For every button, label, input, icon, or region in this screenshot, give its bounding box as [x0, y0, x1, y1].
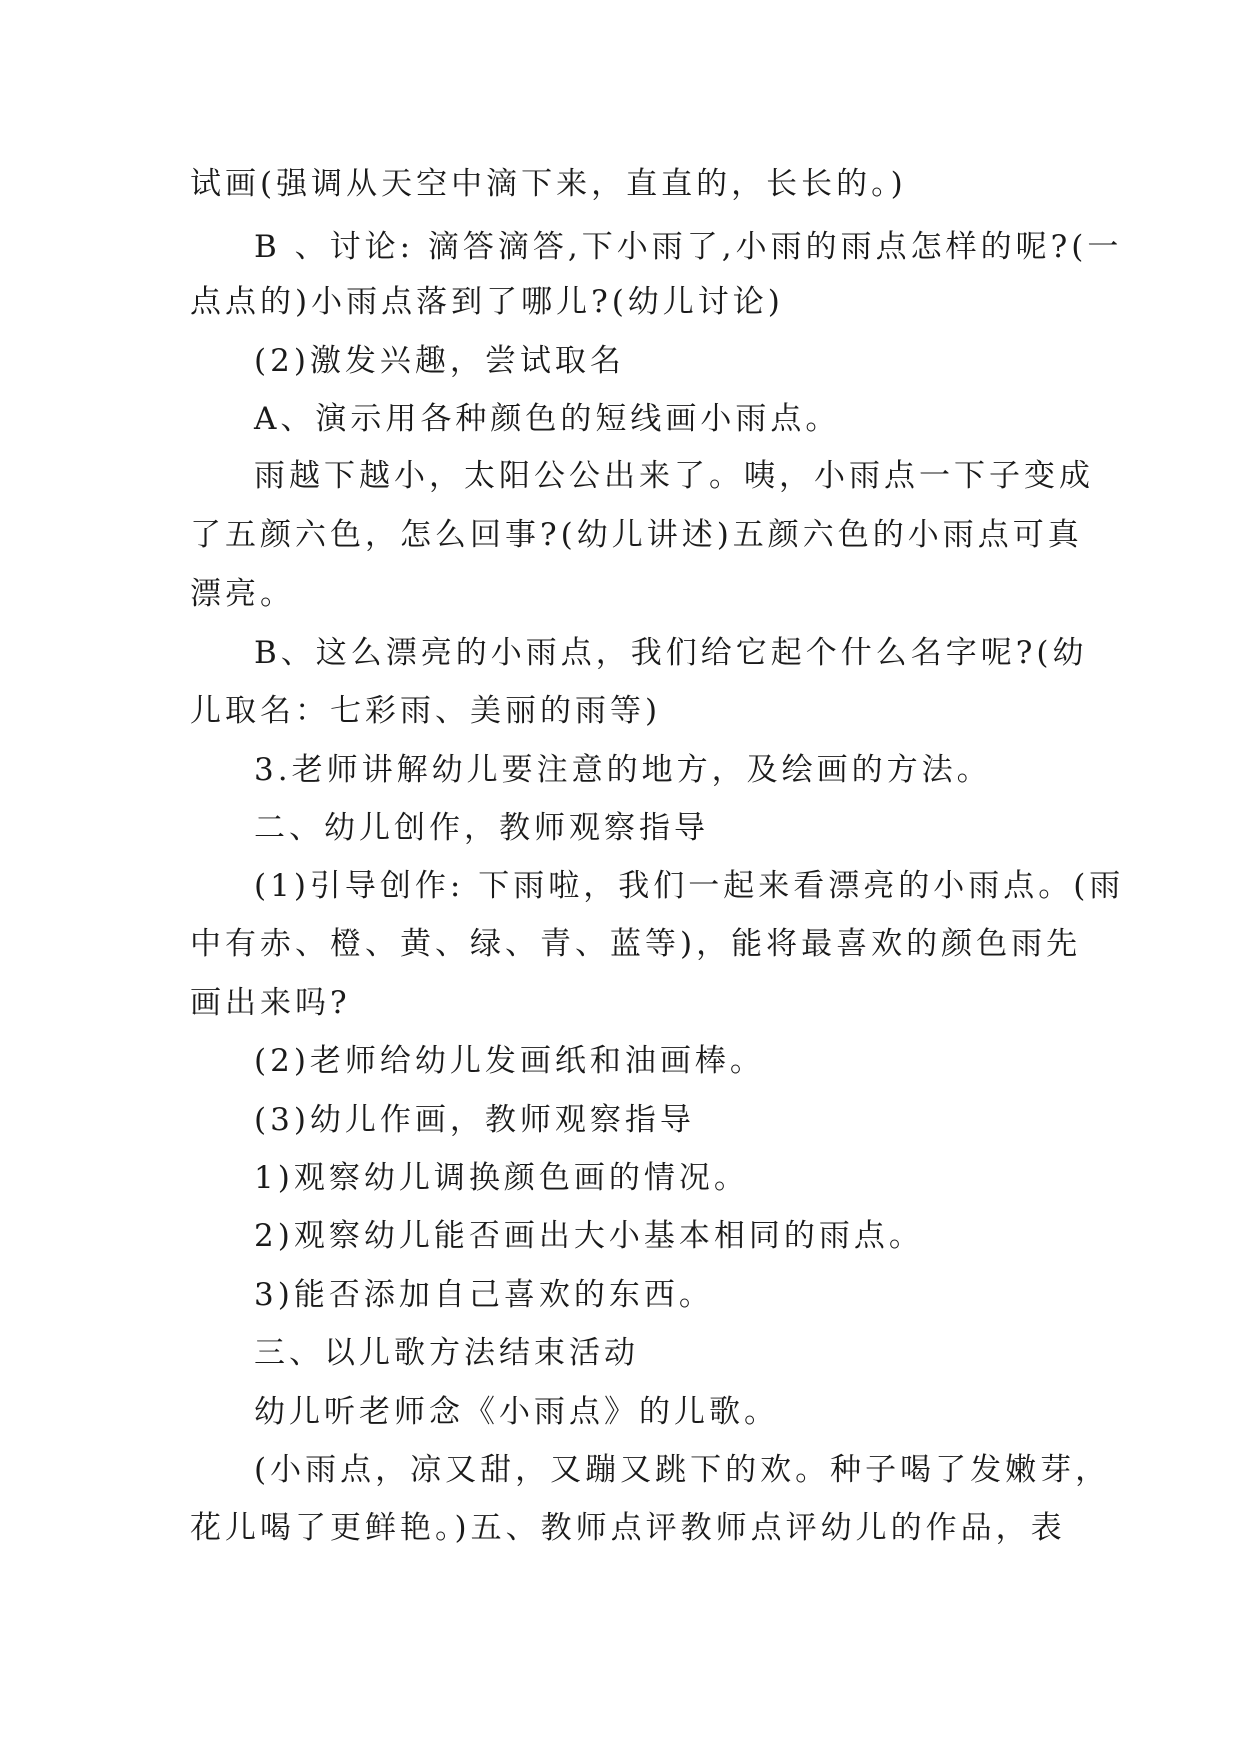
- text-line-9: B、这么漂亮的小雨点，我们给它起个什么名字呢?(幼: [254, 635, 1088, 671]
- text-line-2: B 、讨论: 滴答滴答,下小雨了,小雨的雨点怎样的呢?(一: [254, 229, 1123, 265]
- text-line-22: 幼儿听老师念《小雨点》的儿歌。: [254, 1394, 779, 1430]
- text-line-20: 3)能否添加自己喜欢的东西。: [254, 1277, 714, 1313]
- text-line-19: 2)观察幼儿能否画出大小基本相同的雨点。: [254, 1218, 924, 1254]
- text-line-1: 试画(强调从天空中滴下来，直直的，长长的。): [190, 166, 907, 202]
- text-line-13: (1)引导创作: 下雨啦，我们一起来看漂亮的小雨点。(雨: [254, 868, 1125, 904]
- text-line-23: (小雨点，凉又甜，又蹦又跳下的欢。种子喝了发嫩芽，: [254, 1452, 1111, 1488]
- text-line-21: 三、以儿歌方法结束活动: [254, 1335, 639, 1371]
- text-line-6: 雨越下越小，太阳公公出来了。咦，小雨点一下子变成: [254, 458, 1094, 494]
- text-line-4: (2)激发兴趣，尝试取名: [254, 343, 625, 379]
- text-line-12: 二、幼儿创作，教师观察指导: [254, 810, 709, 846]
- text-line-5: A、演示用各种颜色的短线画小雨点。: [254, 401, 841, 437]
- text-line-24: 花儿喝了更鲜艳。)五、教师点评教师点评幼儿的作品，表: [190, 1510, 1066, 1546]
- text-line-15: 画出来吗?: [190, 985, 351, 1021]
- text-line-10: 儿取名：七彩雨、美丽的雨等): [190, 693, 662, 729]
- text-line-3: 点点的)小雨点落到了哪儿?(幼儿讨论): [190, 284, 784, 320]
- text-line-14: 中有赤、橙、黄、绿、青、蓝等)，能将最喜欢的颜色雨先: [190, 926, 1082, 962]
- text-line-18: 1)观察幼儿调换颜色画的情况。: [254, 1160, 749, 1196]
- text-line-8: 漂亮。: [190, 576, 295, 612]
- text-line-16: (2)老师给幼儿发画纸和油画棒。: [254, 1043, 765, 1079]
- text-line-11: 3.老师讲解幼儿要注意的地方，及绘画的方法。: [254, 752, 992, 788]
- text-line-7: 了五颜六色，怎么回事?(幼儿讲述)五颜六色的小雨点可真: [190, 517, 1083, 553]
- text-line-17: (3)幼儿作画，教师观察指导: [254, 1102, 695, 1138]
